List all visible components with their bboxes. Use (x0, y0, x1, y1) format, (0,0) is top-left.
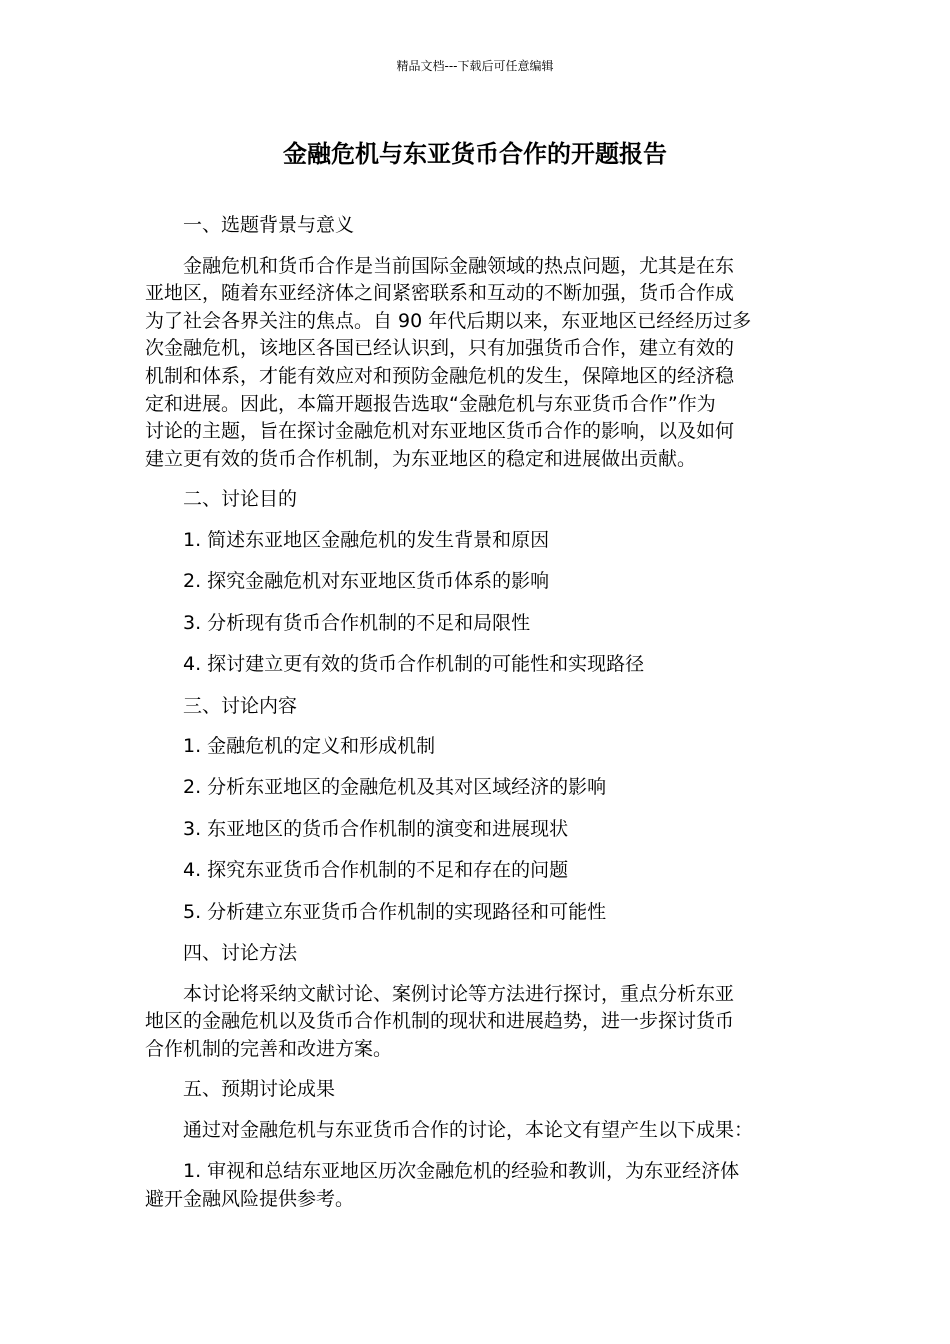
section-heading-method: 四、讨论方法 (183, 942, 298, 965)
outcome-item (145, 1158, 807, 1213)
section-heading-background: 一、选题背景与意义 (183, 214, 355, 236)
text-line: 机制和体系，才能有效应对和预防金融危机的发生，保障地区的经济稳 (145, 364, 735, 387)
list-item: 3. 分析现有货币合作机制的不足和局限性 (183, 611, 531, 634)
text-line: 为了社会各界关注的焦点。自 90 年代后期以来，东亚地区已经经历过多 (145, 309, 752, 332)
text-line: 合作机制的完善和改进方案。 (145, 1037, 393, 1060)
document-title: 金融危机与东亚货币合作的开题报告 (283, 140, 667, 168)
text-line: 亚地区，随着东亚经济体之间紧密联系和互动的不断加强，货币合作成 (145, 282, 735, 305)
list-item: 3. 东亚地区的货币合作机制的演变和进展现状 (183, 817, 569, 840)
text-line: 定和进展。因此，本篇开题报告选取“金融危机与东亚货币合作”作为 (145, 392, 716, 415)
text-line: 避开金融风险提供参考。 (145, 1188, 355, 1210)
text-line: 金融危机和货币合作是当前国际金融领域的热点问题，尤其是在东 (183, 254, 735, 277)
document-body (145, 212, 807, 1227)
list-item: 2. 探究金融危机对东亚地区货币体系的影响 (183, 570, 550, 593)
text-line: 1. 审视和总结东亚地区历次金融危机的经验和教训，为东亚经济体 (183, 1160, 740, 1183)
section-heading-outcomes: 五、预期讨论成果 (183, 1078, 336, 1101)
page-header: 精品文档---下载后可任意编辑 (396, 59, 554, 73)
outcomes-intro: 通过对金融危机与东亚货币合作的讨论，本论文有望产生以下成果： (183, 1119, 754, 1142)
section-heading-content: 三、讨论内容 (183, 694, 298, 717)
list-item: 5. 分析建立东亚货币合作机制的实现路径和可能性 (183, 900, 607, 923)
text-line: 讨论的主题，旨在探讨金融危机对东亚地区货币合作的影响，以及如何 (145, 420, 735, 443)
list-item: 4. 探究东亚货币合作机制的不足和存在的问题 (183, 859, 569, 882)
text-line: 次金融危机，该地区各国已经认识到，只有加强货币合作，建立有效的 (145, 337, 735, 360)
method-paragraph (145, 981, 807, 1064)
section-heading-purpose: 二、讨论目的 (183, 488, 298, 511)
text-line: 本讨论将采纳文献讨论、案例讨论等方法进行探讨，重点分析东亚 (183, 982, 735, 1005)
list-item: 2. 分析东亚地区的金融危机及其对区域经济的影响 (183, 776, 607, 799)
list-item: 1. 金融危机的定义和形成机制 (183, 735, 436, 758)
list-item: 4. 探讨建立更有效的货币合作机制的可能性和实现路径 (183, 653, 645, 676)
text-line: 建立更有效的货币合作机制，为东亚地区的稳定和进展做出贡献。 (145, 447, 697, 470)
background-paragraph (145, 253, 807, 474)
list-item: 1. 简述东亚地区金融危机的发生背景和原因 (183, 528, 550, 551)
text-line: 地区的金融危机以及货币合作机制的现状和进展趋势，进一步探讨货币 (145, 1010, 735, 1033)
